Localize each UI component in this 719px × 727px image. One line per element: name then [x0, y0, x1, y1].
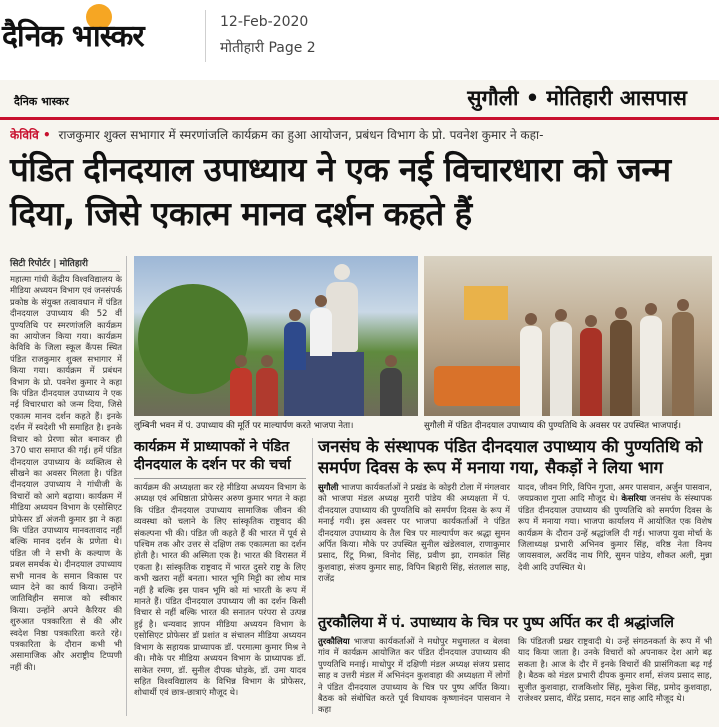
- mid-article-rule: [134, 478, 306, 479]
- right-article-text-1: भाजपा कार्यकर्ताओं ने प्रखंड के कोइरी टोला में मंगलवार को भाजपा मंडल अध्यक्ष मुरारी पांडेय की अध्यक्षता में पं. दीनदयाल उपाध्याय की पुण्यतिथि को समर्पण दिवस के रूप में मनाई गयी। इस अवसर पर भाजपा कार्यकर्ताओं ने पंडित दीनदयाल उपाध्याय के तैल चित्र पर माल्यार्पण कर श्रद्धा सुमन अर्पित किया। मौके पर उपस्थित सुनील खंडेलवाल, राणाकुमार प्रसाद, रिंटू मिश्रा, विनोद सिंह, प्रवीण झा, रामकांत सिंह कुशवाहा, संजय कुमार साह, विपिन बिहारी सिंह, संतलाल साह, राजेंद्र: [318, 482, 510, 584]
- photo-caption-1: लुम्बिनी भवन में पं. उपाध्याय की मूर्ति पर माल्यार्पण करते भाजपा नेता।: [134, 421, 354, 431]
- turkaulia-headline: तुरकौलिया में पं. उपाध्याय के चित्र पर पुष्प अर्पित कर दी श्रद्धांजलि: [318, 615, 674, 631]
- byline: सिटी रिपोर्टर | मोतिहारी: [10, 256, 120, 272]
- photo-person: [284, 309, 306, 370]
- photo-person: [520, 313, 542, 416]
- right-article-headline: जनसंघ के संस्थापक पंडित दीनदयाल उपाध्याय की पुण्यतिथि को समर्पण दिवस के रूप में मनाया गया, सैकड़ों ने लिया भाग: [318, 437, 703, 477]
- right-article-text-2b: जनसंघ के संस्थापक पंडित दीनदयाल उपाध्याय की पुण्यतिथि को समर्पण दिवस के रूप में मनाया गया। भाजपा कार्यालय में आयोजित एक विशेष कार्यक्रम के दौरान उन्हें श्रद्धांजलि दी गई। भाजपा युवा मोर्चा के जिलाध्यक्ष प्रभारी अभिनव कुमार सिंह, वरिष्ठ नेता विनय जायसवाल, अरविंद नाथ गिरि, सुमन पांडेय, शौकत अली, मुन्ना देवी आदि उपस्थित थे।: [518, 493, 712, 572]
- lead-body: महात्मा गांधी केंद्रीय विश्वविद्यालय के मीडिया अध्ययन विभाग एवं जनसंपर्क प्रकोष्ठ के संयुक्त तत्वावधान में पंडित दीनदयाल उपाध्याय की 52 वीं पुण्यतिथि पर स्मरणांजलि कार्यक्रम का आयोजन किया गया। कार्यक्रम केविवि के जिला स्कूल कैंपस स्थित पंडित राजकुमार शुक्ल सभागार में किया गया। कार्यक्रम में प्रबंधन विभाग के प्रो. पवनेश कुमार ने कहा कि पंडित दीनदयाल उपाध्याय ने एक नई विचारधारा को जन्म दिया, जिसे एकात्म मानव दर्शन कहते हैं। इनके दर्शन में स्वदेशी भी समाहित है। इनके विचार को प्रेरणा स्रोत बनाकर ही 370 धारा समाप्त की गई। हमें पंडित दीनदयाल उपाध्याय के व्यक्तित्व से सीखने का अवसर मिलता है। पंडित दीनदयाल उपाध्याय ने गांधीजी के विचारों को आगे बढ़ाया। कार्यक्रम में मीडिया अध्ययन विभाग के एसोसिएट प्रोफेसर डॉ अंजनी कुमार झा ने कहा कि पंडित उपाध्याय मानवतावाद नहीं बल्कि मानव दर्शन के प्रणेता थे। पंडित जी ने सभी के कल्याण के प्रबल समर्थक थे। दीनदयाल उपाध्याय सभी मानव के समान विकास पर ध्यान देने का कार्य किया। उन्होंने जातिविहीन समाज को स्वीकार किया। उन्होंने अपने कैरियर की शुरुआत पत्रकारिता से की और स्वदेश निष्ठा पत्रकारिता करते रहे। पत्रकारिता के दौरान कभी भी असामाजिक और अराष्ट्रीय टिप्पणी नहीं की।: [10, 274, 122, 672]
- right-article-col-3: [318, 636, 510, 714]
- right-article-col-2: [518, 482, 712, 610]
- mid-article-body: कार्यक्रम की अध्यक्षता कर रहे मीडिया अध्ययन विभाग के अध्यक्ष एवं अधिष्ठाता प्रोफेसर अरुण कुमार भगत ने कहा कि पंडित दीनदयाल उपाध्याय सामाजिक जीवन की व्यवस्था को चलाने के लिए सांस्कृतिक राष्ट्रवाद की संकल्पना भी की। पंडित जी कहते हैं की भारत में पूर्व से पश्चिम तक और उत्तर से दक्षिण तक एकात्मता का दर्शन होती है। भारत की अस्मिता एक है। भारत की विरासत में एकता है। सांस्कृतिक राष्ट्रवाद में भारत दुसरे राष्ट्र के लिए कभी खतरा नहीं बनता। भारत भूमि मिट्टी का लोथ मात्र नहीं है बल्कि इस पावन भूमि को मां भारती के रूप में मानते हैं। पंडित दीनदयाल उपाध्याय जी का दर्शन किसी विचार से नहीं बल्कि भारत की सनातन परंपरा से उत्पन्न हुई है। धन्यवाद ज्ञापन मीडिया अध्ययन विभाग के एसोसिएट प्रोफेसर डॉ प्रशांत व संचालन मीडिया अध्ययन विभाग के सहायक प्राध्यापक डॉ. परमात्मा कुमार मिश्र ने की। मौके पर मीडिया अध्ययन विभाग के प्राध्यापक डॉ. साकेत रमण, डॉ. सुनील दीपक घोड़के, डॉ. उमा यादव सहित विश्वविद्यालय के विभिन्न विभाग के प्रोफेसर, शोधार्थी एवं छात्र-छात्राएं मौजूद थे।: [134, 482, 306, 698]
- masthead-section: सुगौली • मोतिहारी आसपास: [467, 86, 687, 110]
- right-article-text-3: भाजपा कार्यकर्ताओं ने मधोपुर मधुमालत व बेलवा गांव में कार्यक्रम आयोजित कर पंडित दीनदयाल उपाध्याय की पुण्यतिथि मनाई। माधोपुर में दक्षिणी मंडल अध्यक्ष संजय प्रसाद साह व उत्तरी मंडल में अभिनंदन कुशवाहा की अध्यक्षता में लोगों ने पंडित दीनदयाल उपाध्याय के चित्र पर पुष्प अर्पित किया। बैठक को संबोधित करते पूर्व विधायक कृष्णानंदन पासवान ने कहा: [318, 636, 510, 714]
- photo-person: [580, 315, 602, 416]
- newspaper-logo[interactable]: दैनिक भास्कर: [2, 19, 144, 54]
- dateline-sugauli: सुगौली: [318, 482, 339, 492]
- photo-person: [610, 307, 632, 416]
- edition-page[interactable]: मोतीहारी Page 2: [220, 40, 316, 56]
- kicker-tag: केविवि •: [10, 128, 51, 142]
- lead-kicker: [10, 126, 710, 146]
- header-divider: [205, 10, 206, 62]
- kicker-text: राजकुमार शुक्ल सभागार में स्मरणांजलि कार्यक्रम का हुआ आयोजन, प्रबंधन विभाग के प्रो. पवनेश कुमार ने कहा-: [58, 128, 544, 142]
- lead-headline: पंडित दीनदयाल उपाध्याय ने एक नई विचारधारा को जन्म दिया, जिसे एकात्म मानव दर्शन कहते हैं: [10, 150, 671, 233]
- edition-date: 12-Feb-2020: [220, 14, 309, 30]
- photo-person: [380, 355, 402, 416]
- column-rule: [126, 256, 127, 716]
- right-article-col-1: [318, 482, 510, 610]
- photo-caption-2: सुगौली में पंडित दीनदयाल उपाध्याय की पुण्यतिथि के अवसर पर उपस्थित भाजपाई।: [424, 421, 682, 431]
- photo-portrait-frame: [464, 286, 508, 320]
- photo-person: [640, 303, 662, 416]
- dateline-turkaulia: तुरकौलिया: [318, 636, 350, 646]
- photo-person: [550, 309, 572, 416]
- right-article-text-4: कि पंडितजी प्रखर राष्ट्रवादी थे। उन्हें संगठनकर्ता के रूप में भी याद किया जाता है। उनके विचारों को अपनाकर देश आगे बढ़ सकता है। आज के दौर में इनके विचारों की प्रासंगिकता बढ़ गई है। बैठक को मंडल प्रभारी दीपक कुमार शर्मा, संजय प्रसाद साह, सुजीत कुशवाहा, राजकिशोर सिंह, मुकेश सिंह, प्रमोद कुशवाहा, राजेश्वर प्रसाद, वीरेंद्र प्रसाद, मदन साह आदि मौजूद थे।: [518, 636, 712, 704]
- column-rule: [312, 438, 313, 714]
- photo-bjp-gathering: [424, 256, 712, 416]
- right-article-col-4: [518, 636, 712, 714]
- photo-garland: [434, 366, 524, 406]
- right-article-text-2: यादव, जीवन गिरि, विपिन गुप्ता, अमर पासवान, अर्जुन पासवान, जयप्रकाश गुप्ता आदि मौजूद थे।: [518, 482, 712, 504]
- photo-person: [672, 299, 694, 416]
- mid-article-headline: कार्यक्रम में प्राध्यापकों ने पंडित दीनदयाल के दर्शन पर की चर्चा: [134, 439, 291, 473]
- epaper-header: [0, 0, 719, 80]
- photo-person: [230, 355, 252, 416]
- dateline-kesariya: केसरिया: [621, 493, 647, 504]
- photo-person: [256, 355, 278, 416]
- page-masthead: [0, 80, 719, 120]
- photo-statue-garlanding: [134, 256, 418, 416]
- masthead-brand: दैनिक भास्कर: [14, 95, 69, 108]
- photo-person: [310, 295, 332, 356]
- newspaper-page: [0, 80, 719, 727]
